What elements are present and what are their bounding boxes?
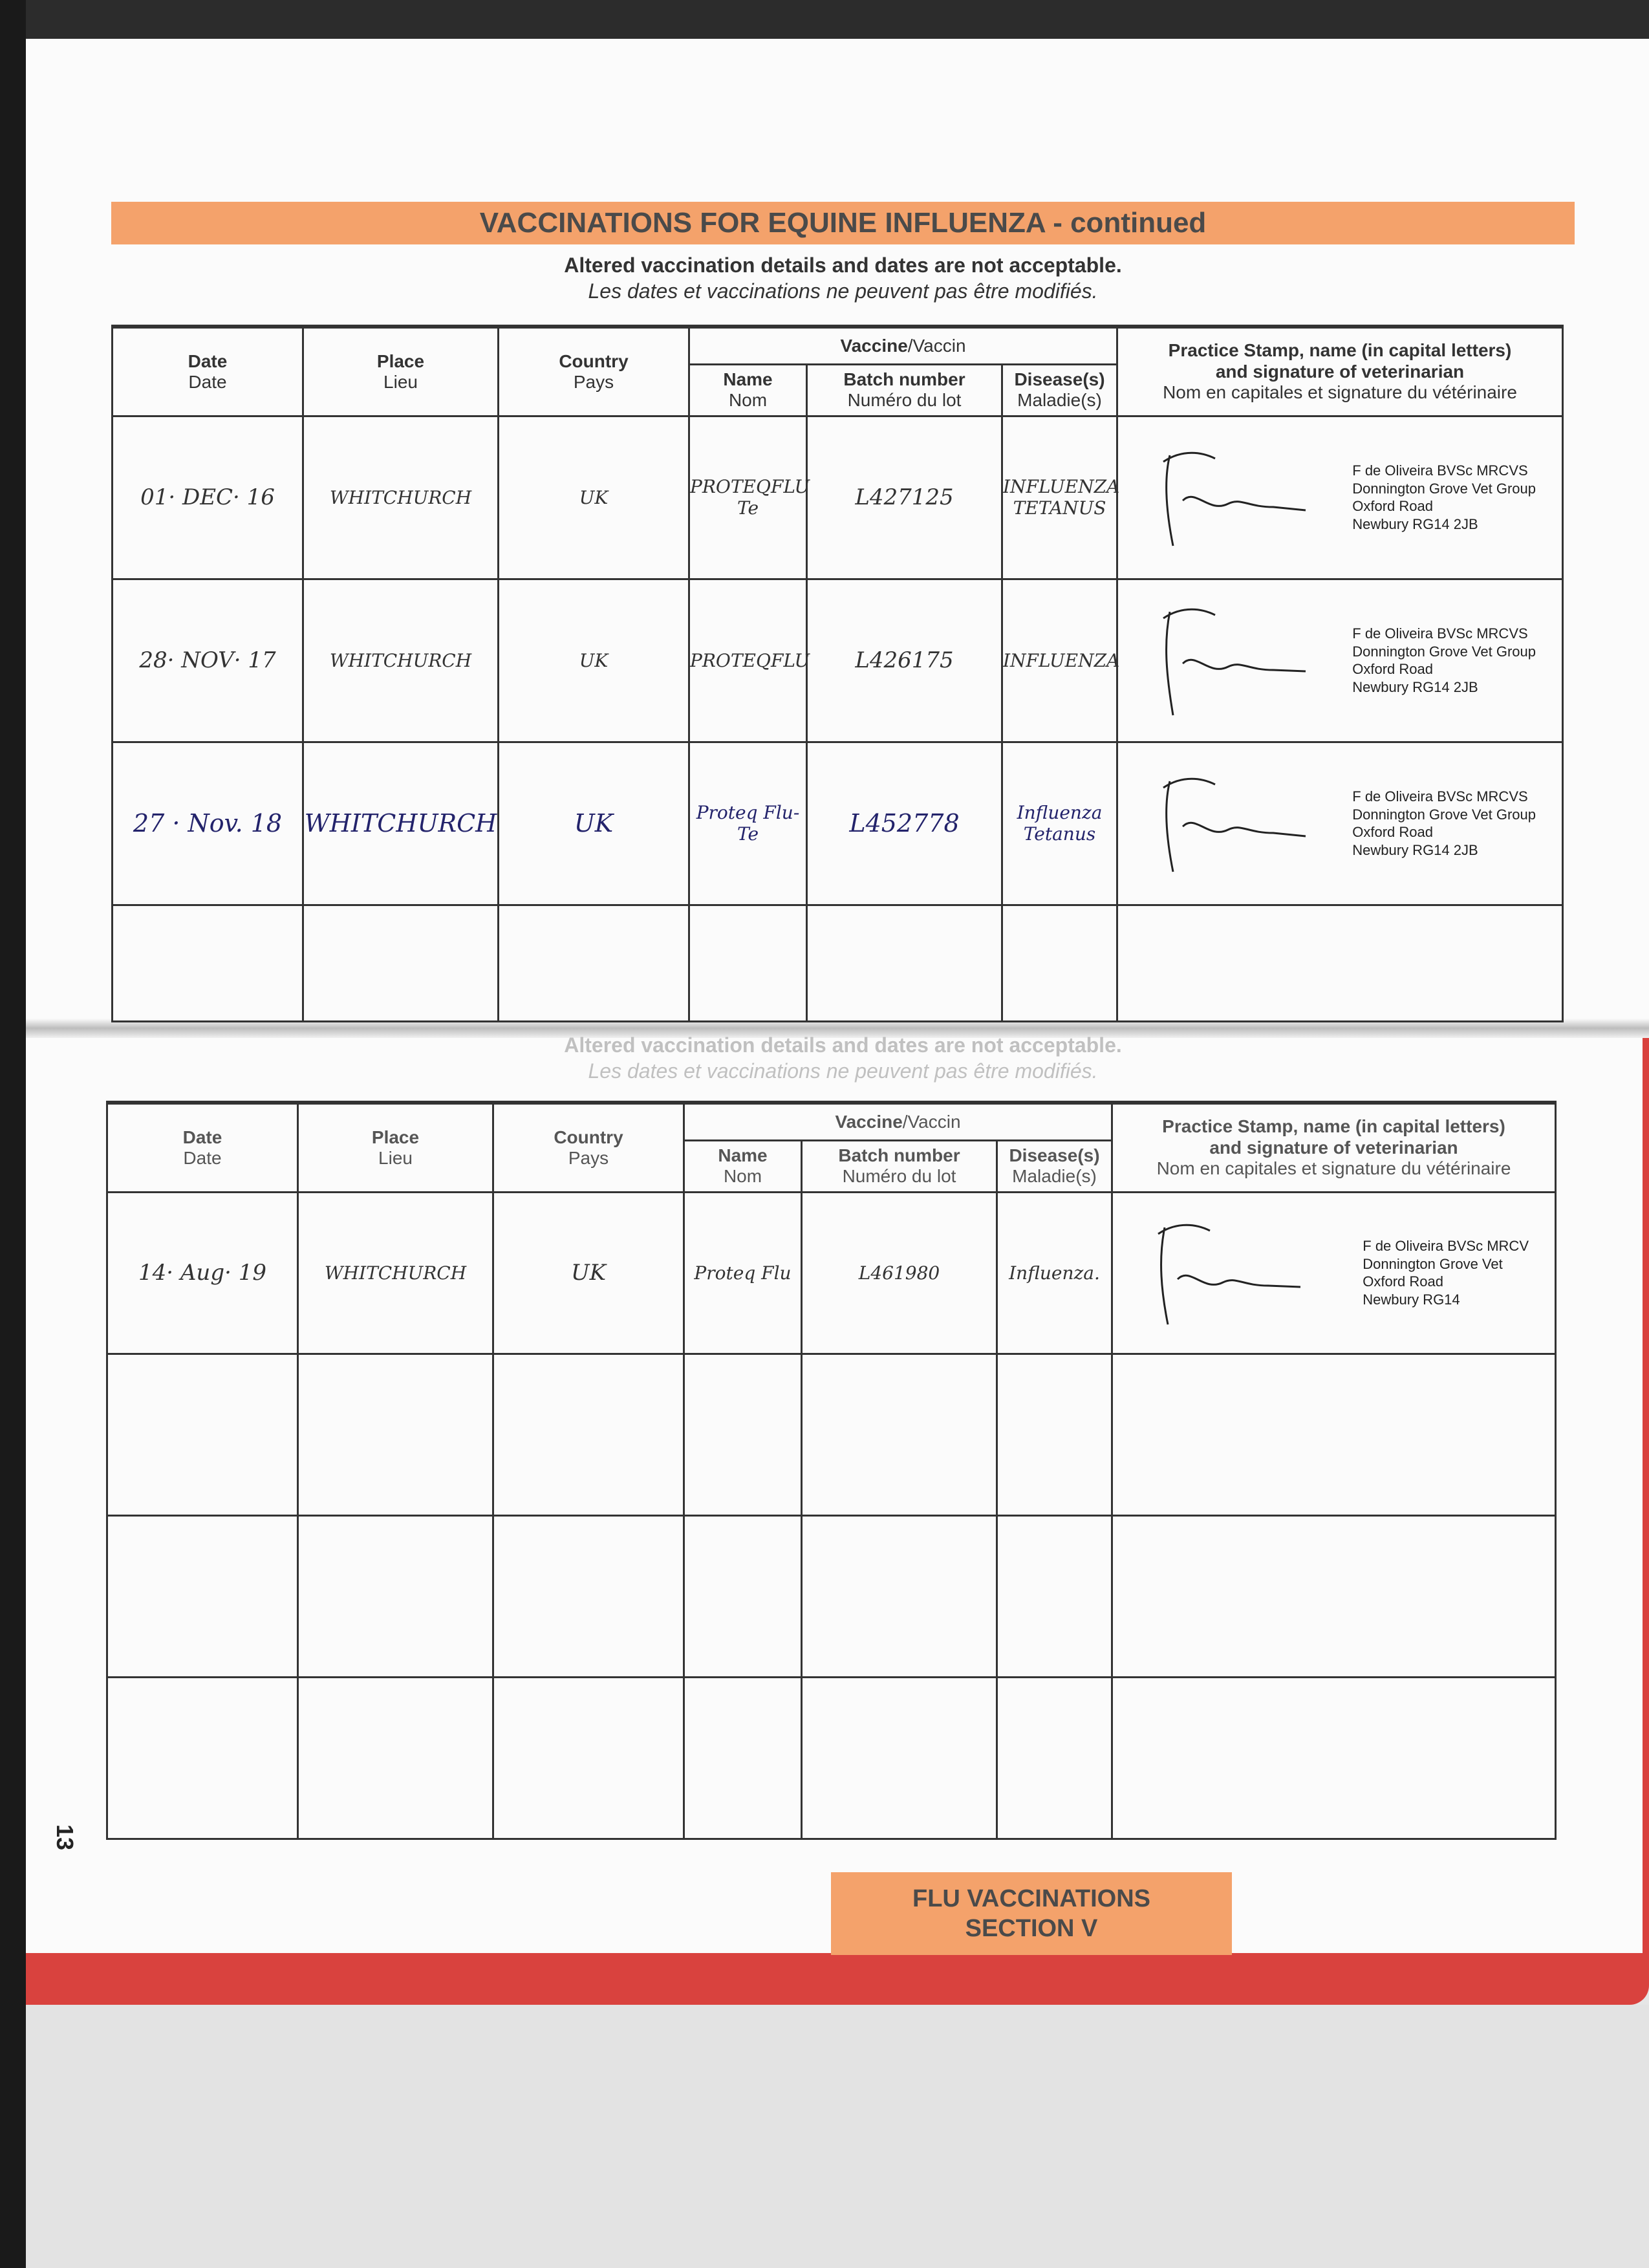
page-number: 13 [52,1824,79,1851]
notice-french-faded: Les dates et vaccinations ne peuvent pas être modifiés. [588,1059,1098,1083]
header-stamp: Practice Stamp, name (in capital letters) and signature of veterinarian Nom en capitales et signature du vétérinaire [1117,327,1563,416]
cell-date: 28· NOV· 17 [113,579,303,742]
cell-date: 14· Aug· 19 [107,1192,298,1354]
header-place: Place Lieu [303,327,499,416]
vaccination-table-upper [111,325,1564,1022]
cell-empty [997,1677,1112,1839]
cell-empty [493,1354,684,1515]
table-row [107,1515,1556,1677]
cell-empty [997,1515,1112,1677]
header-disease: Disease(s) Maladie(s) [997,1140,1112,1192]
table-row [107,1677,1556,1839]
cell-batch: L452778 [807,742,1002,905]
cell-empty [298,1677,493,1839]
section-badge [831,1872,1232,1955]
cell-batch: L461980 [802,1192,997,1354]
signature-icon [1144,768,1312,878]
cell-country: UK [499,579,689,742]
page-title: VACCINATIONS FOR EQUINE INFLUENZA - continued [111,202,1575,244]
cell-empty [684,1677,802,1839]
vet-stamp: F de Oliveira BVSc MRCVS Donnington Grove Vet Group Oxford Road Newbury RG14 2JB [1352,462,1536,532]
header-date: Date Date [113,327,303,416]
cell-empty [1112,1354,1556,1515]
cell-country: UK [499,416,689,579]
signature-icon [1144,442,1312,552]
cell-date: 27 · Nov. 18 [113,742,303,905]
table-row [113,416,1563,579]
header-place: Place Lieu [298,1103,493,1192]
cell-disease: INFLUENZA TETANUS [1002,416,1117,579]
cell-empty [689,905,807,1021]
cell-vaccine-name: PROTEQFLU Te [689,416,807,579]
cell-empty [997,1354,1112,1515]
header-name: Name Nom [689,364,807,416]
notice-english: Altered vaccination details and dates are not acceptable. [564,254,1122,277]
cell-country: UK [493,1192,684,1354]
table-row [107,1354,1556,1515]
cell-stamp [1117,579,1563,742]
vaccination-table-lower [106,1101,1557,1840]
cell-empty [298,1354,493,1515]
cell-empty [807,905,1002,1021]
cell-vaccine-name: Proteq Flu-Te [689,742,807,905]
cell-empty [107,1677,298,1839]
vet-stamp: F de Oliveira BVSc MRCVS Donnington Grove Vet Group Oxford Road Newbury RG14 2JB [1352,625,1536,695]
cell-empty [1117,905,1563,1021]
cell-disease: Influenza. [997,1192,1112,1354]
cell-empty [1112,1677,1556,1839]
cell-empty [303,905,499,1021]
header-country: Country Pays [493,1103,684,1192]
cell-batch: L426175 [807,579,1002,742]
cell-vaccine-name: PROTEQFLU [689,579,807,742]
header-country: Country Pays [499,327,689,416]
header-vaccine: Vaccine/Vaccin [684,1103,1112,1140]
header-batch: Batch number Numéro du lot [802,1140,997,1192]
cell-stamp [1117,416,1563,579]
cell-disease: Influenza Tetanus [1002,742,1117,905]
vet-stamp: F de Oliveira BVSc MRCVS Donnington Grove Vet Group Oxford Road Newbury RG14 2JB [1352,788,1536,858]
cell-place: WHITCHURCH [303,579,499,742]
cell-country: UK [499,742,689,905]
table-row [107,1192,1556,1354]
cell-disease: INFLUENZA [1002,579,1117,742]
signature-icon [1144,599,1312,722]
header-vaccine: Vaccine/Vaccin [689,327,1117,364]
cell-stamp [1112,1192,1556,1354]
header-date: Date Date [107,1103,298,1192]
notice-english-faded: Altered vaccination details and dates are not acceptable. [564,1033,1122,1057]
cell-empty [684,1354,802,1515]
header-stamp: Practice Stamp, name (in capital letters) and signature of veterinarian Nom en capitales et signature du vétérinaire [1112,1103,1556,1192]
cell-place: WHITCHURCH [303,742,499,905]
scan-background [0,2005,1649,2268]
section-badge-line1: FLU VACCINATIONS [912,1885,1150,1912]
scan-edge-left [0,0,26,2268]
signature-icon [1139,1215,1307,1331]
cell-place: WHITCHURCH [298,1192,493,1354]
cell-batch: L427125 [807,416,1002,579]
cell-empty [493,1677,684,1839]
cell-date: 01· DEC· 16 [113,416,303,579]
notice-french: Les dates et vaccinations ne peuvent pas être modifiés. [588,279,1098,303]
cell-empty [107,1354,298,1515]
cell-empty [802,1677,997,1839]
cell-vaccine-name: Proteq Flu [684,1192,802,1354]
cell-empty [684,1515,802,1677]
header-name: Name Nom [684,1140,802,1192]
cell-empty [802,1354,997,1515]
cell-empty [493,1515,684,1677]
cell-empty [1112,1515,1556,1677]
cell-stamp [1117,742,1563,905]
cell-empty [107,1515,298,1677]
cell-empty [298,1515,493,1677]
cell-empty [1002,905,1117,1021]
table-row [113,579,1563,742]
cell-empty [113,905,303,1021]
header-batch: Batch number Numéro du lot [807,364,1002,416]
cell-empty [802,1515,997,1677]
header-disease: Disease(s) Maladie(s) [1002,364,1117,416]
section-badge-line2: SECTION V [965,1915,1098,1942]
cell-place: WHITCHURCH [303,416,499,579]
table-row [113,905,1563,1021]
vet-stamp: F de Oliveira BVSc MRCV Donnington Grove Vet Oxford Road Newbury RG14 [1363,1238,1529,1308]
table-row [113,742,1563,905]
cell-empty [499,905,689,1021]
